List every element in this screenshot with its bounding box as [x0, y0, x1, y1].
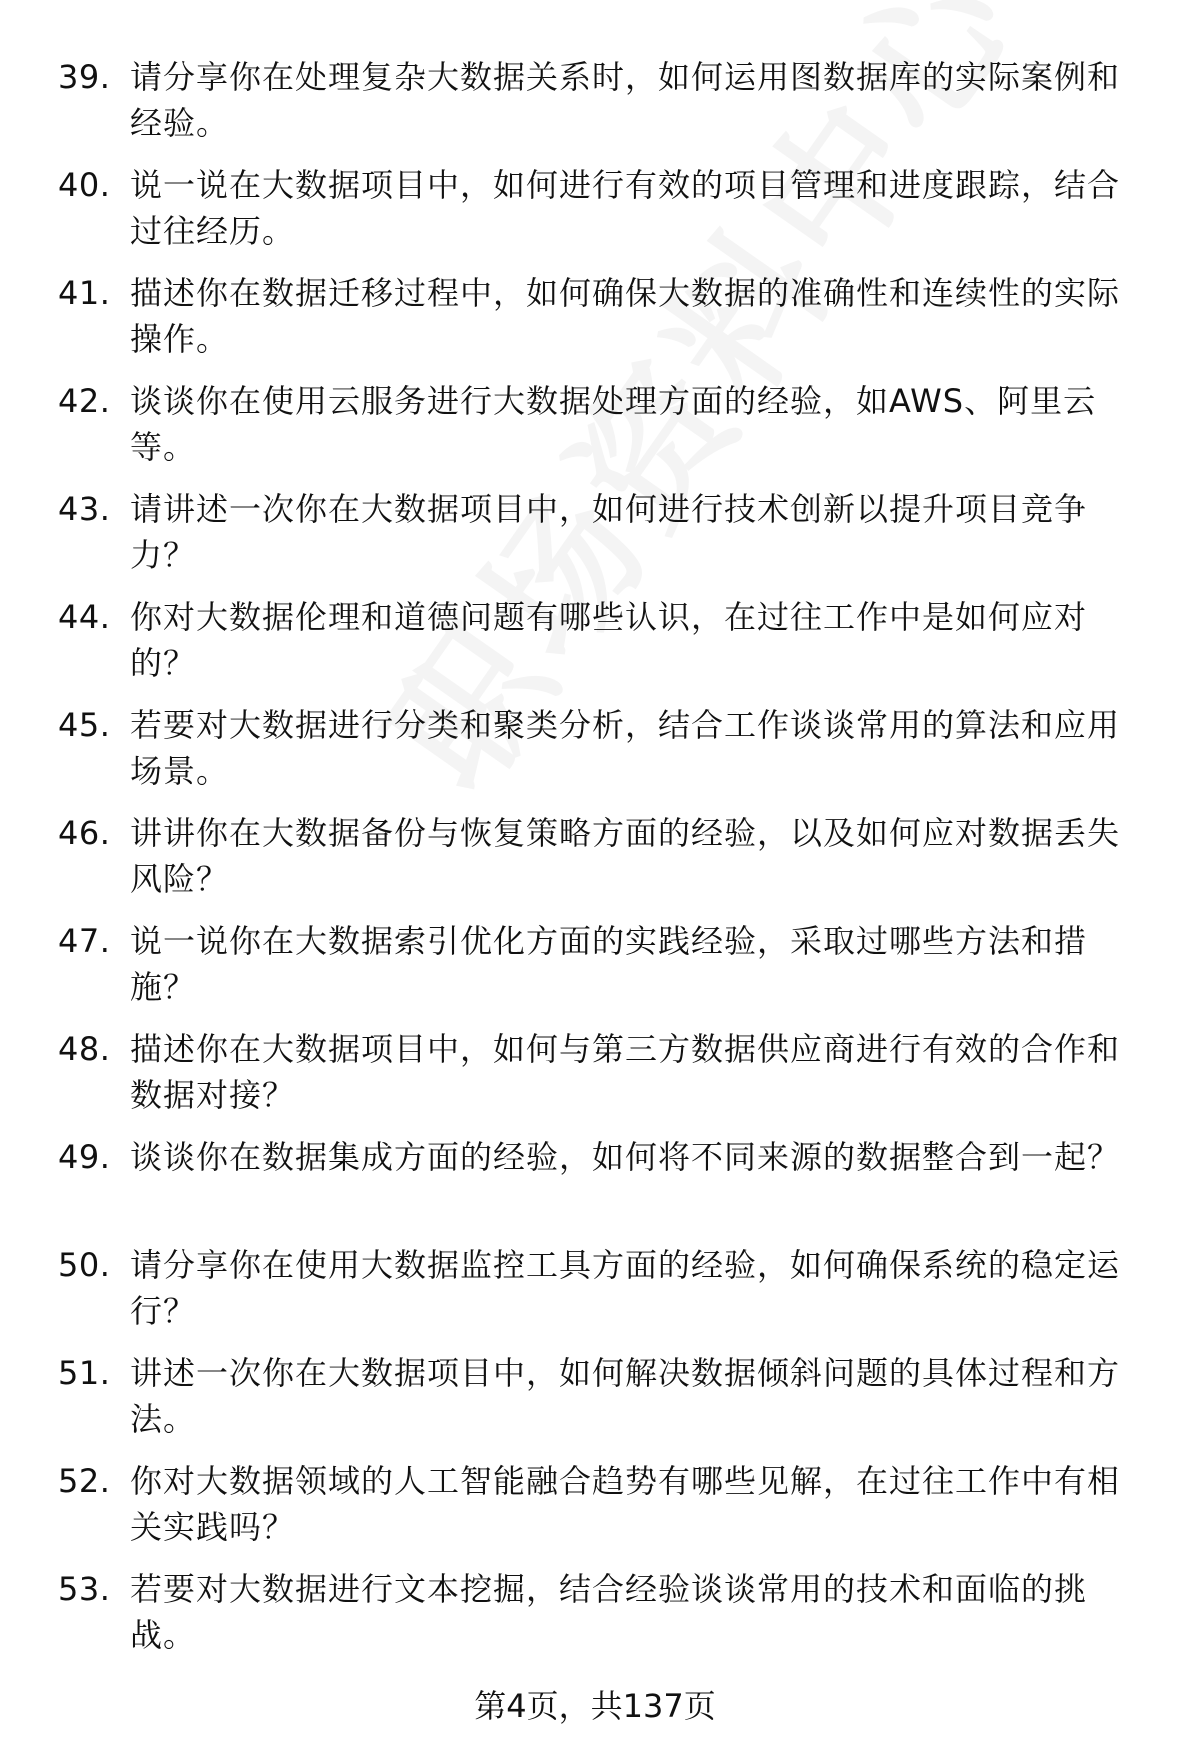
question-number: 48.	[58, 1030, 111, 1068]
question-text: 谈谈你在使用云服务进行大数据处理方面的经验，如AWS、阿里云等。	[130, 382, 1097, 466]
list-item	[58, 702, 1158, 810]
question-text: 请分享你在处理复杂大数据关系时，如何运用图数据库的实际案例和经验。	[130, 58, 1121, 142]
question-text: 若要对大数据进行分类和聚类分析，结合工作谈谈常用的算法和应用场景。	[130, 706, 1121, 790]
question-text: 若要对大数据进行文本挖掘，结合经验谈谈常用的技术和面临的挑战。	[130, 1570, 1088, 1654]
question-number: 53.	[58, 1570, 111, 1608]
list-item	[58, 1026, 1158, 1134]
list-item	[58, 486, 1158, 594]
question-text: 说一说在大数据项目中，如何进行有效的项目管理和进度跟踪，结合过往经历。	[130, 166, 1121, 250]
question-number: 40.	[58, 166, 111, 204]
question-text: 描述你在大数据项目中，如何与第三方数据供应商进行有效的合作和数据对接？	[130, 1030, 1121, 1114]
list-item	[58, 594, 1158, 702]
question-text: 你对大数据领域的人工智能融合趋势有哪些见解，在过往工作中有相关实践吗？	[130, 1462, 1121, 1546]
list-item	[58, 1350, 1158, 1458]
list-item	[58, 270, 1158, 378]
question-number: 46.	[58, 814, 111, 852]
question-list	[58, 54, 1158, 1674]
question-number: 52.	[58, 1462, 111, 1500]
question-number: 49.	[58, 1138, 111, 1176]
list-item	[58, 162, 1158, 270]
question-number: 42.	[58, 382, 111, 420]
question-number: 44.	[58, 598, 111, 636]
question-text: 说一说你在大数据索引优化方面的实践经验，采取过哪些方法和措施？	[130, 922, 1088, 1006]
list-item	[58, 378, 1158, 486]
question-text: 请分享你在使用大数据监控工具方面的经验，如何确保系统的稳定运行？	[130, 1246, 1121, 1330]
list-item	[58, 1134, 1158, 1242]
list-item	[58, 918, 1158, 1026]
question-text: 你对大数据伦理和道德问题有哪些认识，在过往工作中是如何应对的？	[130, 598, 1088, 682]
list-item	[58, 810, 1158, 918]
question-number: 45.	[58, 706, 111, 744]
list-item	[58, 1566, 1158, 1674]
list-item	[58, 1242, 1158, 1350]
question-text: 谈谈你在数据集成方面的经验，如何将不同来源的数据整合到一起？	[130, 1138, 1121, 1176]
page-number-footer: 第4页，共137页	[474, 1687, 716, 1725]
list-item	[58, 1458, 1158, 1566]
question-number: 41.	[58, 274, 111, 312]
question-number: 43.	[58, 490, 111, 528]
question-text: 描述你在数据迁移过程中，如何确保大数据的准确性和连续性的实际操作。	[130, 274, 1121, 358]
list-item	[58, 54, 1158, 162]
question-number: 47.	[58, 922, 111, 960]
question-text: 请讲述一次你在大数据项目中，如何进行技术创新以提升项目竞争力？	[130, 490, 1088, 574]
question-text: 讲讲你在大数据备份与恢复策略方面的经验，以及如何应对数据丢失风险？	[130, 814, 1121, 898]
question-number: 50.	[58, 1246, 111, 1284]
question-number: 39.	[58, 58, 111, 96]
question-text: 讲述一次你在大数据项目中，如何解决数据倾斜问题的具体过程和方法。	[130, 1354, 1121, 1438]
question-number: 51.	[58, 1354, 111, 1392]
